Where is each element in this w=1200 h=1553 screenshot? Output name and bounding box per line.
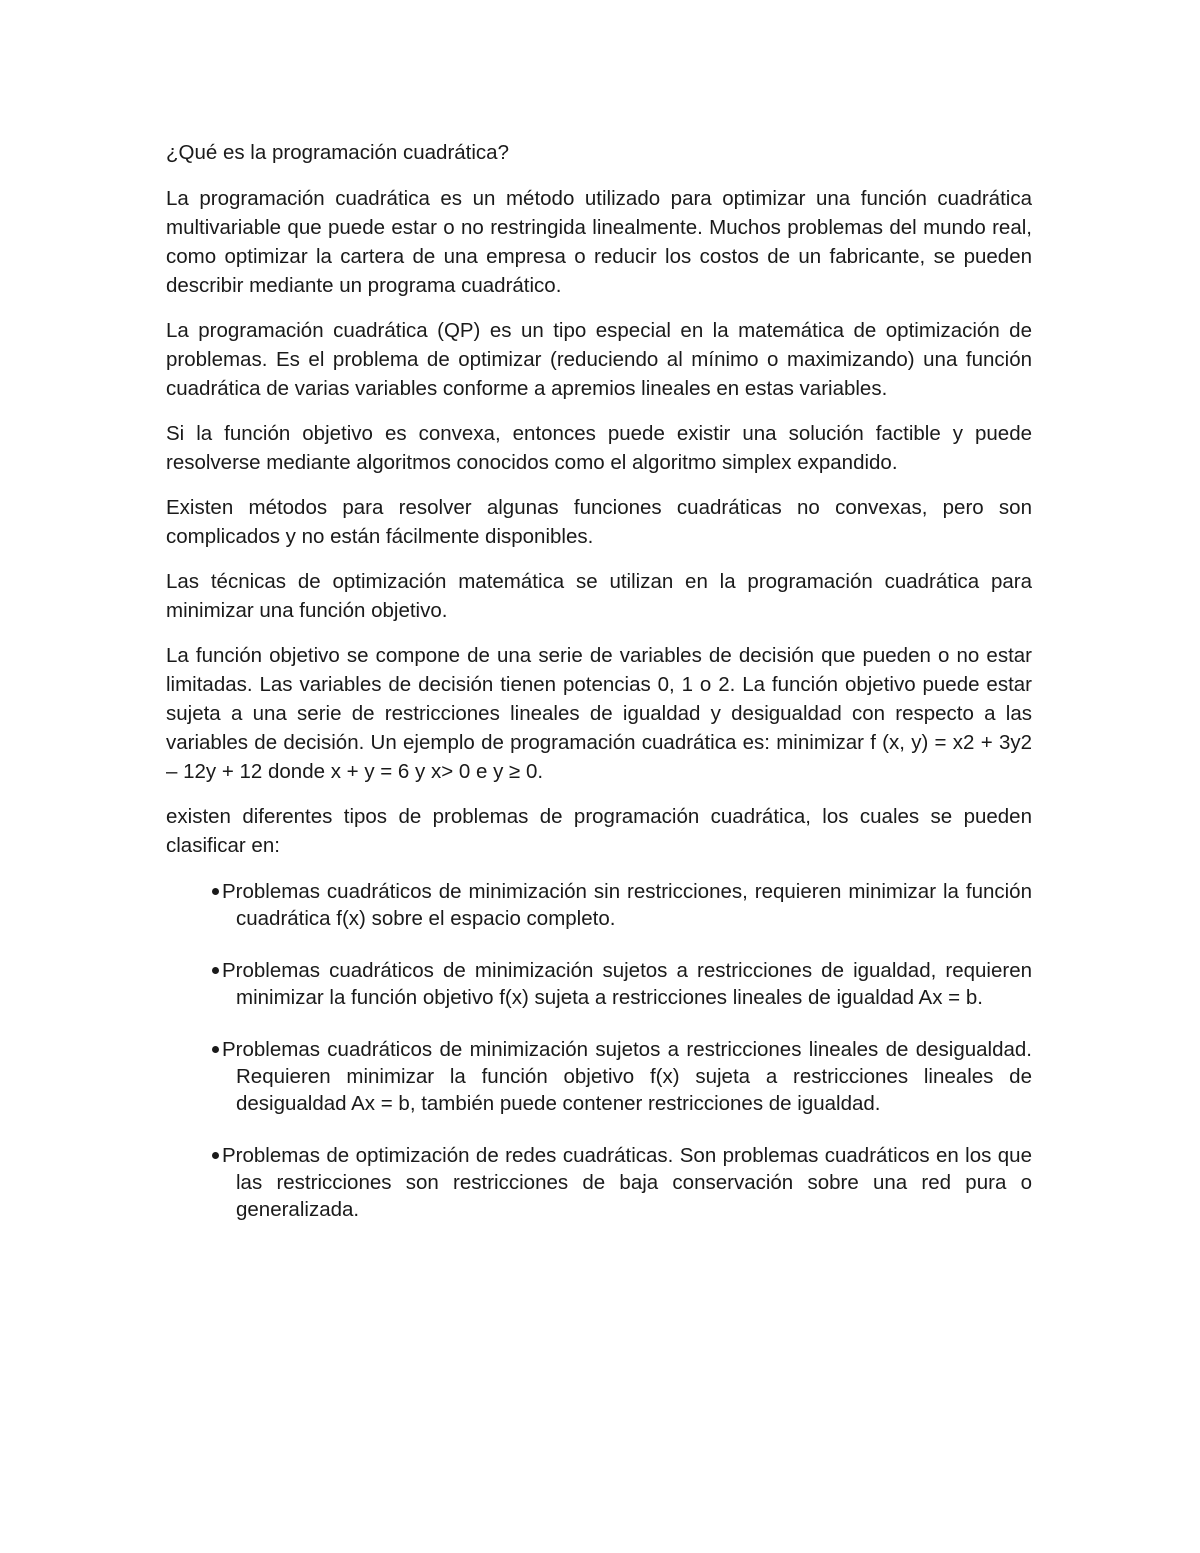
bullet-icon bbox=[212, 888, 219, 895]
document-body bbox=[166, 138, 1032, 1248]
paragraph-types-intro: existen diferentes tipos de problemas de programación cuadrática, los cuales se pueden clasificar en: bbox=[166, 805, 1032, 857]
paragraph-nonconvex: Existen métodos para resolver algunas funciones cuadráticas no convexas, pero son complicados y no están fácilmente disponibles. bbox=[166, 496, 1032, 548]
paragraph-definition: La programación cuadrática es un método utilizado para optimizar una función cuadrática multivariable que puede estar o no restringida linealmente. Muchos problemas del mundo real, como optimizar la cartera de una empresa o reducir los costos de un fabricante, se pueden describir mediante un programa cuadrático. bbox=[166, 187, 1032, 297]
problem-types-list bbox=[166, 878, 1032, 1223]
list-item bbox=[166, 1036, 1032, 1117]
document-title: ¿Qué es la programación cuadrática? bbox=[166, 141, 509, 164]
paragraph-convex: Si la función objetivo es convexa, entonces puede existir una solución factible y puede resolverse mediante algoritmos conocidos como el algoritmo simplex expandido. bbox=[166, 422, 1032, 474]
list-item-text: Problemas cuadráticos de minimización sujetos a restricciones de igualdad, requieren minimizar la función objetivo f(x) sujeta a restricciones lineales de igualdad Ax = b. bbox=[222, 959, 1032, 1009]
list-item bbox=[166, 878, 1032, 932]
list-item bbox=[166, 1142, 1032, 1223]
list-item-text: Problemas cuadráticos de minimización sujetos a restricciones lineales de desigualdad. Requieren minimizar la función objetivo f(x) sujeta a restricciones lineales de desigualdad Ax = b, también puede contener restricciones de igualdad. bbox=[222, 1038, 1032, 1115]
list-item bbox=[166, 957, 1032, 1011]
bullet-icon bbox=[212, 1152, 219, 1159]
list-item-text: Problemas cuadráticos de minimización sin restricciones, requieren minimizar la función cuadrática f(x) sobre el espacio completo. bbox=[222, 880, 1032, 930]
bullet-icon bbox=[212, 1046, 219, 1053]
paragraph-objective-function: La función objetivo se compone de una serie de variables de decisión que pueden o no estar limitadas. Las variables de decisión tienen potencias 0, 1 o 2. La función objetivo puede estar sujeta a una serie de restricciones lineales de igualdad y desigualdad con respecto a las variables de decisión. Un ejemplo de programación cuadrática es: minimizar f (x, y) = x2 + 3y2 – 12y + 12 donde x + y = 6 y x> 0 e y ≥ 0. bbox=[166, 644, 1032, 783]
paragraph-qp-description: La programación cuadrática (QP) es un tipo especial en la matemática de optimización de problemas. Es el problema de optimizar (reduciendo al mínimo o maximizando) una función cuadrática de varias variables conforme a apremios lineales en estas variables. bbox=[166, 319, 1032, 400]
bullet-icon bbox=[212, 967, 219, 974]
list-item-text: Problemas de optimización de redes cuadráticas. Son problemas cuadráticos en los que las restricciones son restricciones de baja conservación sobre una red pura o generalizada. bbox=[222, 1144, 1032, 1221]
paragraph-techniques: Las técnicas de optimización matemática se utilizan en la programación cuadrática para minimizar una función objetivo. bbox=[166, 570, 1032, 622]
